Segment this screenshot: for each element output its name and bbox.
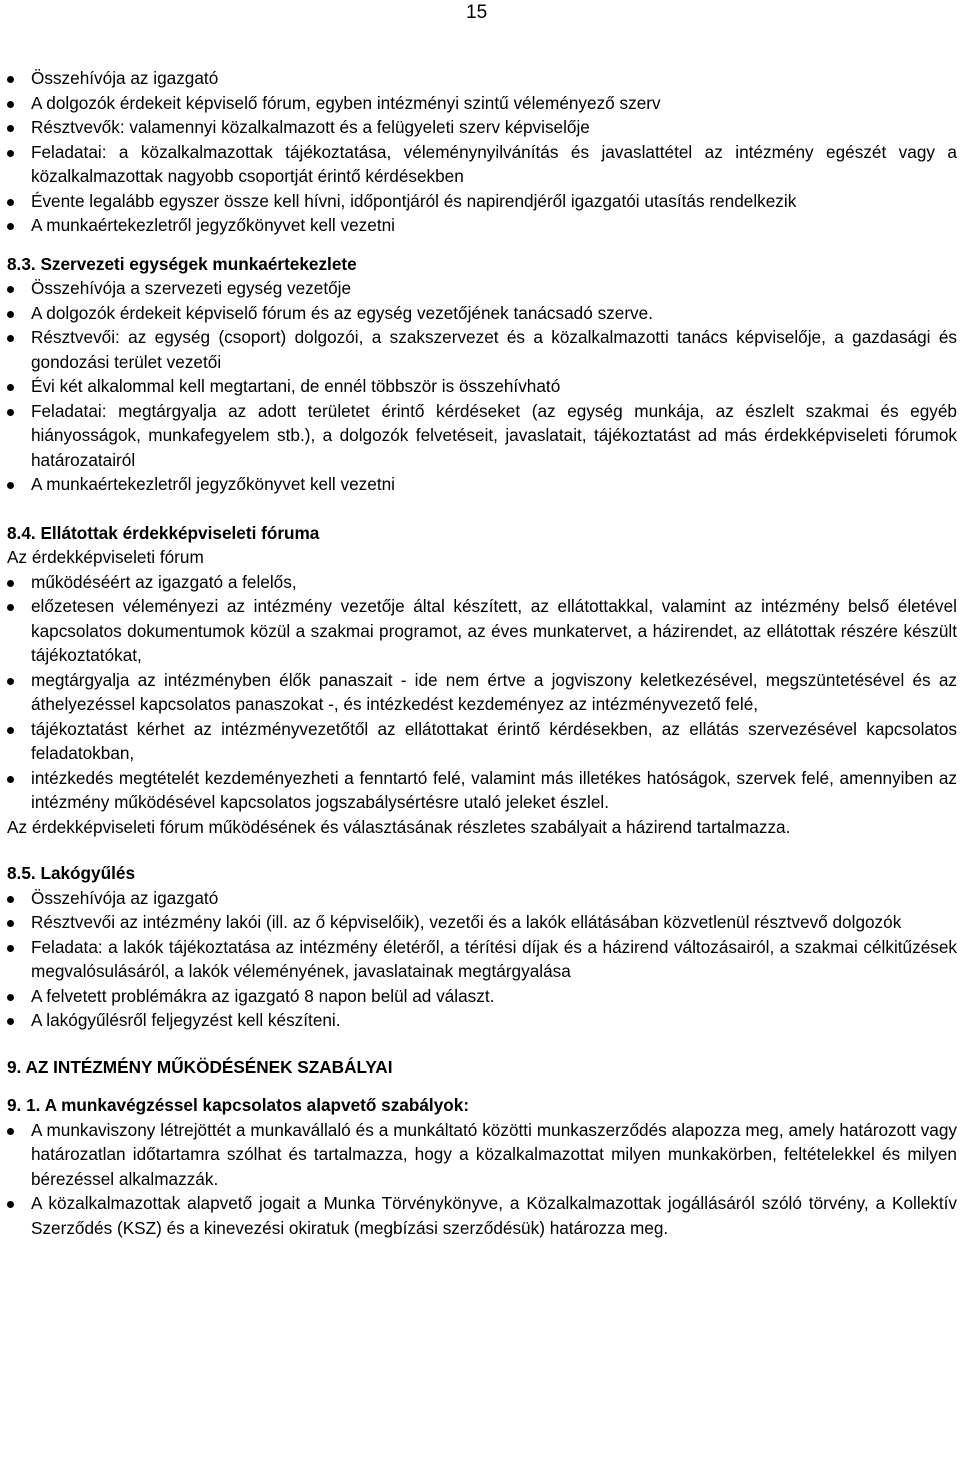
page-content: [7, 66, 957, 1240]
list-item: megtárgyalja az intézményben élők panaszait - ide nem értve a jogviszony keletkezésével, megszüntetésével és az áthelyezéssel kapcsolatos panaszokat -, és intézkedést kezdeményez az intézményvezető felé,: [7, 668, 957, 717]
section-heading-8-4: 8.4. Ellátottak érdekképviseleti fóruma: [7, 522, 320, 543]
list-item: A dolgozók érdekeit képviselő fórum és az egység vezetőjének tanácsadó szerve.: [7, 301, 957, 326]
section-8-5-list: [7, 886, 957, 1033]
section-8-4-closing: Az érdekképviseleti fórum működésének és választásának részletes szabályait a házirend tartalmazza.: [7, 816, 791, 837]
list-item: Résztvevői: az egység (csoport) dolgozói, a szakszervezet és a közalkalmazotti tanács képviselője, a gazdasági és gondozási terület vezetői: [7, 325, 957, 374]
list-item: előzetesen véleményezi az intézmény vezetője által készített, az ellátottakkal, valamint az intézmény belső életével kapcsolatos dokumentumok közül a szakmai programot, az éves munkatervet, a házirendet, az ellátottak részére készült tájékoztatókat,: [7, 594, 957, 668]
list-item: működéséért az igazgató a felelős,: [7, 570, 957, 595]
list-item: Feladata: a lakók tájékoztatása az intézmény életéről, a térítési díjak és a házirend változásairól, a szakmai célkitűzések megvalósulásáról, a lakók véleményének, javaslatainak megtárgyalása: [7, 935, 957, 984]
list-item: Összehívója az igazgató: [7, 886, 957, 911]
list-item: Évente legalább egyszer össze kell hívni, időpontjáról és napirendjéről igazgatói utasítás rendelkezik: [7, 189, 957, 214]
section-heading-9-1: 9. 1. A munkavégzéssel kapcsolatos alapvető szabályok:: [7, 1095, 470, 1115]
list-item: A munkaviszony létrejöttét a munkavállaló és a munkáltató közötti munkaszerződés alapozza meg, amely határozott vagy határozatlan időtartamra szólhat és tartalmazza, hogy a közalkalmazottat milyen munkakörben, feltételekkel és milyen bérezéssel alkalmazzák.: [7, 1118, 957, 1192]
list-item: A munkaértekezletről jegyzőkönyvet kell vezetni: [7, 472, 957, 497]
list-item: Résztvevők: valamennyi közalkalmazott és a felügyeleti szerv képviselője: [7, 115, 957, 140]
list-item: A dolgozók érdekeit képviselő fórum, egyben intézményi szintű véleményező szerv: [7, 91, 957, 116]
list-item: Évi két alkalommal kell megtartani, de ennél többször is összehívható: [7, 374, 957, 399]
section-9-1-list: [7, 1118, 957, 1241]
list-item: A lakógyűlésről feljegyzést kell készíteni.: [7, 1008, 957, 1033]
section-heading-8-5: 8.5. Lakógyűlés: [7, 863, 136, 883]
list-item: Feladatai: megtárgyalja az adott területet érintő kérdéseket (az egység munkája, az észlelt szakmai és egyéb hiányosságok, munkafegyelem stb.), a dolgozók felvetéseit, javaslatait, tájékoztatást ad más érdekképviseleti fórumok határozatairól: [7, 399, 957, 473]
list-item: A közalkalmazottak alapvető jogait a Munka Törvénykönyve, a Közalkalmazottak jogállásáról szóló törvény, a Kollektív Szerződés (KSZ) és a kinevezési okiratuk (megbízási szerződésük) határozza meg.: [7, 1191, 957, 1240]
list-item: Feladatai: a közalkalmazottak tájékoztatása, véleménynyilvánítás és javaslattétel az intézmény egészét vagy a közalkalmazottak nagyobb csoportját érintő kérdésekben: [7, 140, 957, 189]
list-item: tájékoztatást kérhet az intézményvezetőtől az ellátottakat érintő kérdésekben, az ellátás szervezésével kapcsolatos feladatokban,: [7, 717, 957, 766]
list-item: intézkedés megtételét kezdeményezheti a fenntartó felé, valamint más illetékes hatóságok, szervek felé, amennyiben az intézmény működésével kapcsolatos jogszabálysértésre utaló jeleket észlel.: [7, 766, 957, 815]
section-8-4-list: [7, 570, 957, 815]
section-heading-8-3: 8.3. Szervezeti egységek munkaértekezlete: [7, 253, 357, 274]
top-bullet-list: [7, 66, 957, 238]
section-heading-9: 9. AZ INTÉZMÉNY MŰKÖDÉSÉNEK SZABÁLYAI: [7, 1056, 393, 1077]
page-number: 15: [466, 2, 488, 23]
list-item: Résztvevői az intézmény lakói (ill. az ő képviselőik), vezetői és a lakók ellátásában közvetlenül résztvevő dolgozók: [7, 910, 957, 935]
list-item: Összehívója az igazgató: [7, 66, 957, 91]
list-item: A munkaértekezletről jegyzőkönyvet kell vezetni: [7, 213, 957, 238]
list-item: A felvetett problémákra az igazgató 8 napon belül ad választ.: [7, 984, 957, 1009]
list-item: Összehívója a szervezeti egység vezetője: [7, 276, 957, 301]
section-8-4-intro: Az érdekképviseleti fórum: [7, 547, 204, 567]
section-8-3-list: [7, 276, 957, 497]
